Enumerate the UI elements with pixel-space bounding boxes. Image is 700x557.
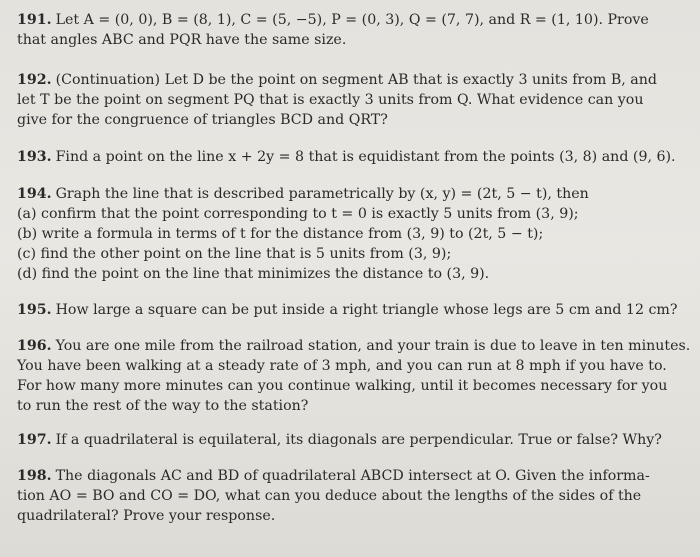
problem-line: 191. Let A = (0, 0), B = (8, 1), C = (5, −5), P = (0, 3), Q = (7, 7), and R = (1, 10). Prove [17,12,649,28]
problem-195 [17,300,688,320]
problem-197 [17,430,688,450]
problem-number: 191. [17,12,52,28]
problem-number: 197. [17,432,52,448]
problem-196 [17,336,691,416]
problem-line: 195. How large a square can be put inside a right triangle whose legs are 5 cm and 12 cm? [17,302,678,318]
problem-line: 193. Find a point on the line x + 2y = 8 that is equidistant from the points (3, 8) and (9, 6). [17,149,676,165]
problem-number: 198. [17,468,52,484]
problem-part-a: (a) confirm that the point corresponding to t = 0 is exactly 5 units from (3, 9); [17,206,579,222]
problem-part-b: (b) write a formula in terms of t for the distance from (3, 9) to (2t, 5 − t); [17,226,544,242]
problem-192 [17,70,688,130]
problem-line: to run the rest of the way to the station? [17,398,309,414]
problem-line: let T be the point on segment PQ that is exactly 3 units from Q. What evidence can you [17,92,644,108]
problem-191 [17,10,688,50]
problem-number: 195. [17,302,52,318]
problem-number: 192. [17,72,52,88]
problem-193 [17,147,688,167]
problem-line: tion AO = BO and CO = DO, what can you deduce about the lengths of the sides of the [17,488,642,504]
problem-line: 192. (Continuation) Let D be the point on segment AB that is exactly 3 units from B, and [17,72,657,88]
problem-line: that angles ABC and PQR have the same size. [17,32,347,48]
problem-194 [17,184,688,284]
problem-number: 193. [17,149,52,165]
problem-part-c: (c) find the other point on the line that is 5 units from (3, 9); [17,246,452,262]
problem-number: 194. [17,186,52,202]
problem-line: give for the congruence of triangles BCD and QRT? [17,112,388,128]
problem-line: For how many more minutes can you continue walking, until it becomes necessary for you [17,378,668,394]
problem-line: You have been walking at a steady rate of 3 mph, and you can run at 8 mph if you have to. [17,358,667,374]
problem-number: 196. [17,338,52,354]
problem-198 [17,466,688,526]
problem-line: 197. If a quadrilateral is equilateral, its diagonals are perpendicular. True or false? Why? [17,432,662,448]
problem-line: quadrilateral? Prove your response. [17,508,276,524]
problem-part-d: (d) find the point on the line that minimizes the distance to (3, 9). [17,266,490,282]
problem-line: 196. You are one mile from the railroad station, and your train is due to leave in ten minutes. [17,338,691,354]
problem-line: 194. Graph the line that is described parametrically by (x, y) = (2t, 5 − t), then [17,186,589,202]
problem-line: 198. The diagonals AC and BD of quadrilateral ABCD intersect at O. Given the informa- [17,468,650,484]
